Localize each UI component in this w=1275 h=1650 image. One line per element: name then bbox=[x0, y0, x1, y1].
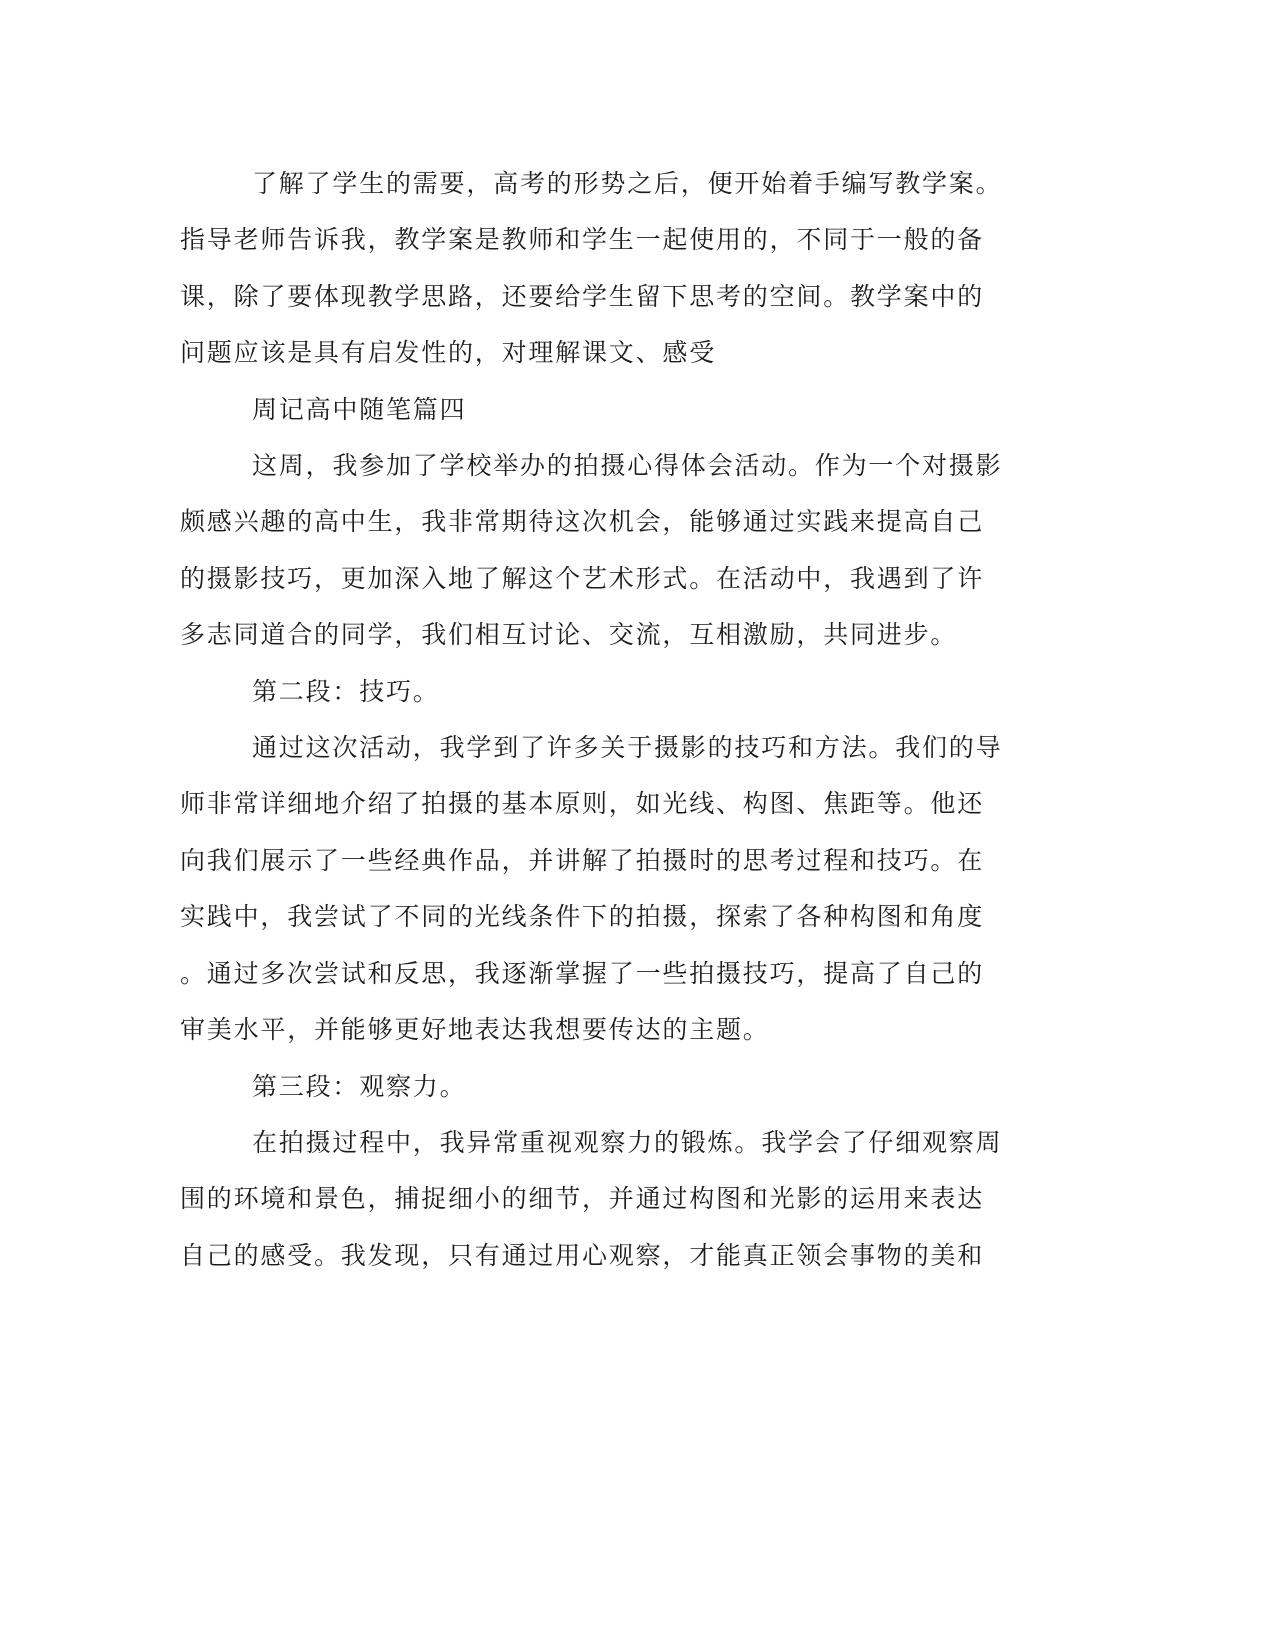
paragraph-line: 审美水平，并能够更好地表达我想要传达的主题。 bbox=[180, 1015, 770, 1045]
paragraph-line: 实践中，我尝试了不同的光线条件下的拍摄，探索了各种构图和角度 bbox=[180, 902, 985, 932]
paragraph-line: 这周，我参加了学校举办的拍摄心得体会活动。作为一个对摄影 bbox=[252, 451, 1003, 481]
paragraph-line: 颇感兴趣的高中生，我非常期待这次机会，能够通过实践来提高自己 bbox=[180, 507, 985, 537]
paragraph-line: 问题应该是具有启发性的，对理解课文、感受 bbox=[180, 338, 717, 368]
section-2-title bbox=[180, 664, 1032, 720]
section-heading bbox=[180, 382, 1032, 438]
paragraph-3 bbox=[180, 720, 1032, 1058]
document-page bbox=[180, 156, 1032, 1284]
paragraph-line: 指导老师告诉我，教学案是教师和学生一起使用的，不同于一般的备 bbox=[180, 225, 985, 255]
section-3-title bbox=[180, 1059, 1032, 1115]
paragraph-4 bbox=[180, 1115, 1032, 1284]
paragraph-line: 向我们展示了一些经典作品，并讲解了拍摄时的思考过程和技巧。在 bbox=[180, 845, 985, 875]
paragraph-line: 多志同道合的同学，我们相互讨论、交流，互相激励，共同进步。 bbox=[180, 620, 958, 650]
paragraph-line: 课，除了要体现教学思路，还要给学生留下思考的空间。教学案中的 bbox=[180, 281, 985, 311]
paragraph-line: 自己的感受。我发现，只有通过用心观察，才能真正领会事物的美和 bbox=[180, 1240, 985, 1270]
paragraph-1 bbox=[180, 156, 1032, 382]
section-title-text: 第二段：技巧。 bbox=[252, 676, 440, 706]
paragraph-line: 围的环境和景色，捕捉细小的细节，并通过构图和光影的运用来表达 bbox=[180, 1184, 985, 1214]
paragraph-line: 师非常详细地介绍了拍摄的基本原则，如光线、构图、焦距等。他还 bbox=[180, 789, 985, 819]
paragraph-line: 在拍摄过程中，我异常重视观察力的锻炼。我学会了仔细观察周 bbox=[252, 1127, 1003, 1157]
paragraph-line: 。通过多次尝试和反思，我逐渐掌握了一些拍摄技巧，提高了自己的 bbox=[180, 958, 985, 988]
paragraph-line: 通过这次活动，我学到了许多关于摄影的技巧和方法。我们的导 bbox=[252, 733, 1003, 763]
paragraph-line: 了解了学生的需要，高考的形势之后，便开始着手编写教学案。 bbox=[252, 169, 1003, 198]
heading-text: 周记高中随笔篇四 bbox=[252, 394, 467, 424]
paragraph-2 bbox=[180, 438, 1032, 664]
section-title-text: 第三段：观察力。 bbox=[252, 1071, 467, 1101]
paragraph-line: 的摄影技巧，更加深入地了解这个艺术形式。在活动中，我遇到了许 bbox=[180, 563, 985, 593]
